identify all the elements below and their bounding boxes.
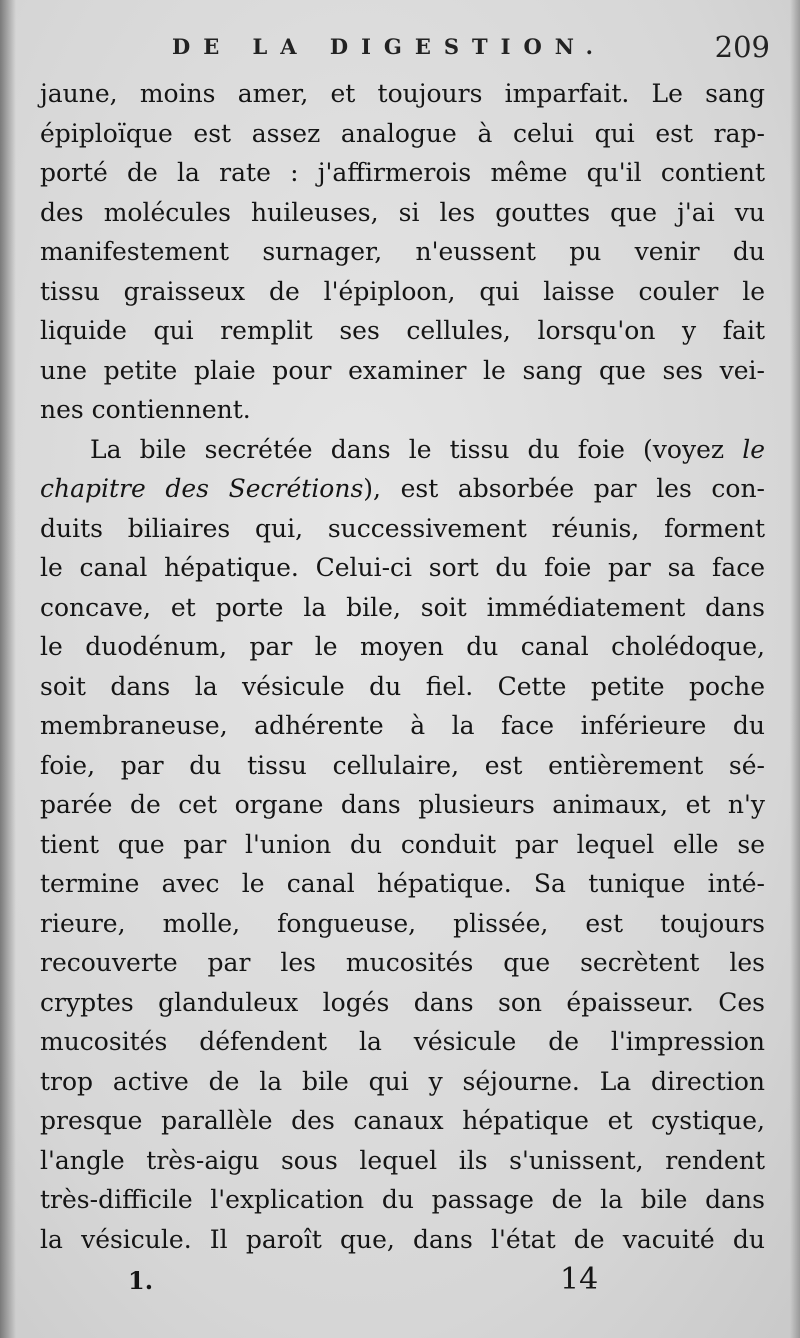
text-line (40, 193, 765, 233)
text-line (40, 1180, 765, 1220)
text-segment: cryptes glanduleux logés dans son épaisseur. Ces (40, 987, 765, 1017)
text-segment: des molécules huileuses, si les gouttes que j'ai vu (40, 197, 765, 227)
text-line (40, 548, 765, 588)
text-line (40, 153, 765, 193)
running-head: DE LA DIGESTION. (172, 34, 606, 59)
text-segment: termine avec le canal hépatique. Sa tunique inté- (40, 869, 765, 898)
text-line (40, 351, 765, 391)
text-segment: La bile secrétée dans le tissu du foie (voyez (90, 434, 743, 464)
text-line (40, 390, 765, 430)
text-segment: ), est absorbée par les con- (363, 474, 765, 503)
text-segment: la vésicule. Il paroît que, dans l'état de vacuité du (40, 1224, 765, 1254)
page-footer (40, 1262, 765, 1312)
signature-mark: 1. (128, 1266, 154, 1295)
text-line (40, 1220, 765, 1260)
gathering-number: 14 (560, 1262, 599, 1297)
text-line (40, 430, 765, 470)
text-line (40, 864, 765, 904)
text-line (40, 469, 765, 509)
text-line (40, 706, 765, 746)
text-segment: le duodénum, par le moyen du canal cholédoque, (40, 632, 765, 661)
page-number: 209 (714, 30, 770, 64)
text-line (40, 746, 765, 786)
text-line (40, 785, 765, 825)
text-line (40, 943, 765, 983)
text-line (40, 627, 765, 667)
page-edge-shadow (790, 0, 800, 1338)
text-segment: recouverte par les mucosités que secrètent les (40, 948, 765, 977)
text-segment: presque parallèle des canaux hépatique et cystique, (40, 1106, 765, 1135)
text-segment: tissu graisseux de l'épiploon, qui laisse couler le (40, 276, 765, 306)
text-segment: rieure, molle, fongueuse, plissée, est toujours (40, 908, 765, 938)
text-segment: mucosités défendent la vésicule de l'impression (40, 1027, 765, 1056)
text-line (40, 272, 765, 312)
text-segment: porté de la rate : j'affirmerois même qu'il contient (40, 158, 765, 187)
text-line (40, 74, 765, 114)
text-segment: le canal hépatique. Celui-ci sort du foie par sa face (40, 553, 765, 582)
text-segment: épiploïque est assez analogue à celui qui est rap- (40, 118, 765, 148)
page-header (40, 30, 770, 70)
body-text (40, 74, 765, 1259)
text-line (40, 509, 765, 549)
text-segment: une petite plaie pour examiner le sang que ses vei- (40, 355, 765, 385)
text-line (40, 1101, 765, 1141)
text-segment: duits biliaires qui, successivement réunis, forment (40, 513, 765, 543)
text-segment: trop active de la bile qui y séjourne. La direction (40, 1066, 765, 1096)
text-line (40, 1141, 765, 1181)
text-segment: l'angle très-aigu sous lequel ils s'unissent, rendent (40, 1145, 765, 1175)
text-line (40, 825, 765, 865)
text-segment: soit dans la vésicule du fiel. Cette petite poche (40, 671, 765, 701)
text-line (40, 232, 765, 272)
italic-text: le (742, 434, 765, 464)
text-line (40, 311, 765, 351)
text-segment: nes contiennent. (40, 395, 251, 424)
text-line (40, 588, 765, 628)
text-segment: concave, et porte la bile, soit immédiatement dans (40, 592, 765, 622)
text-segment: membraneuse, adhérente à la face inférieure du (40, 711, 765, 740)
text-segment: tient que par l'union du conduit par lequel elle se (40, 829, 765, 859)
text-line (40, 667, 765, 707)
text-line (40, 114, 765, 154)
text-segment: très-difficile l'explication du passage de la bile dans (40, 1185, 765, 1214)
page-gutter-shadow (0, 0, 16, 1338)
text-segment: jaune, moins amer, et toujours imparfait. Le sang (40, 79, 765, 108)
text-line (40, 983, 765, 1023)
text-segment: foie, par du tissu cellulaire, est entièrement sé- (40, 750, 765, 780)
text-line (40, 904, 765, 944)
text-line (40, 1062, 765, 1102)
text-segment: manifestement surnager, n'eussent pu venir du (40, 237, 765, 266)
text-line (40, 1022, 765, 1062)
italic-text: chapitre des Secrétions (40, 474, 364, 503)
text-segment: parée de cet organe dans plusieurs animaux, et n'y (40, 790, 765, 819)
text-segment: liquide qui remplit ses cellules, lorsqu'on y fait (40, 316, 765, 345)
